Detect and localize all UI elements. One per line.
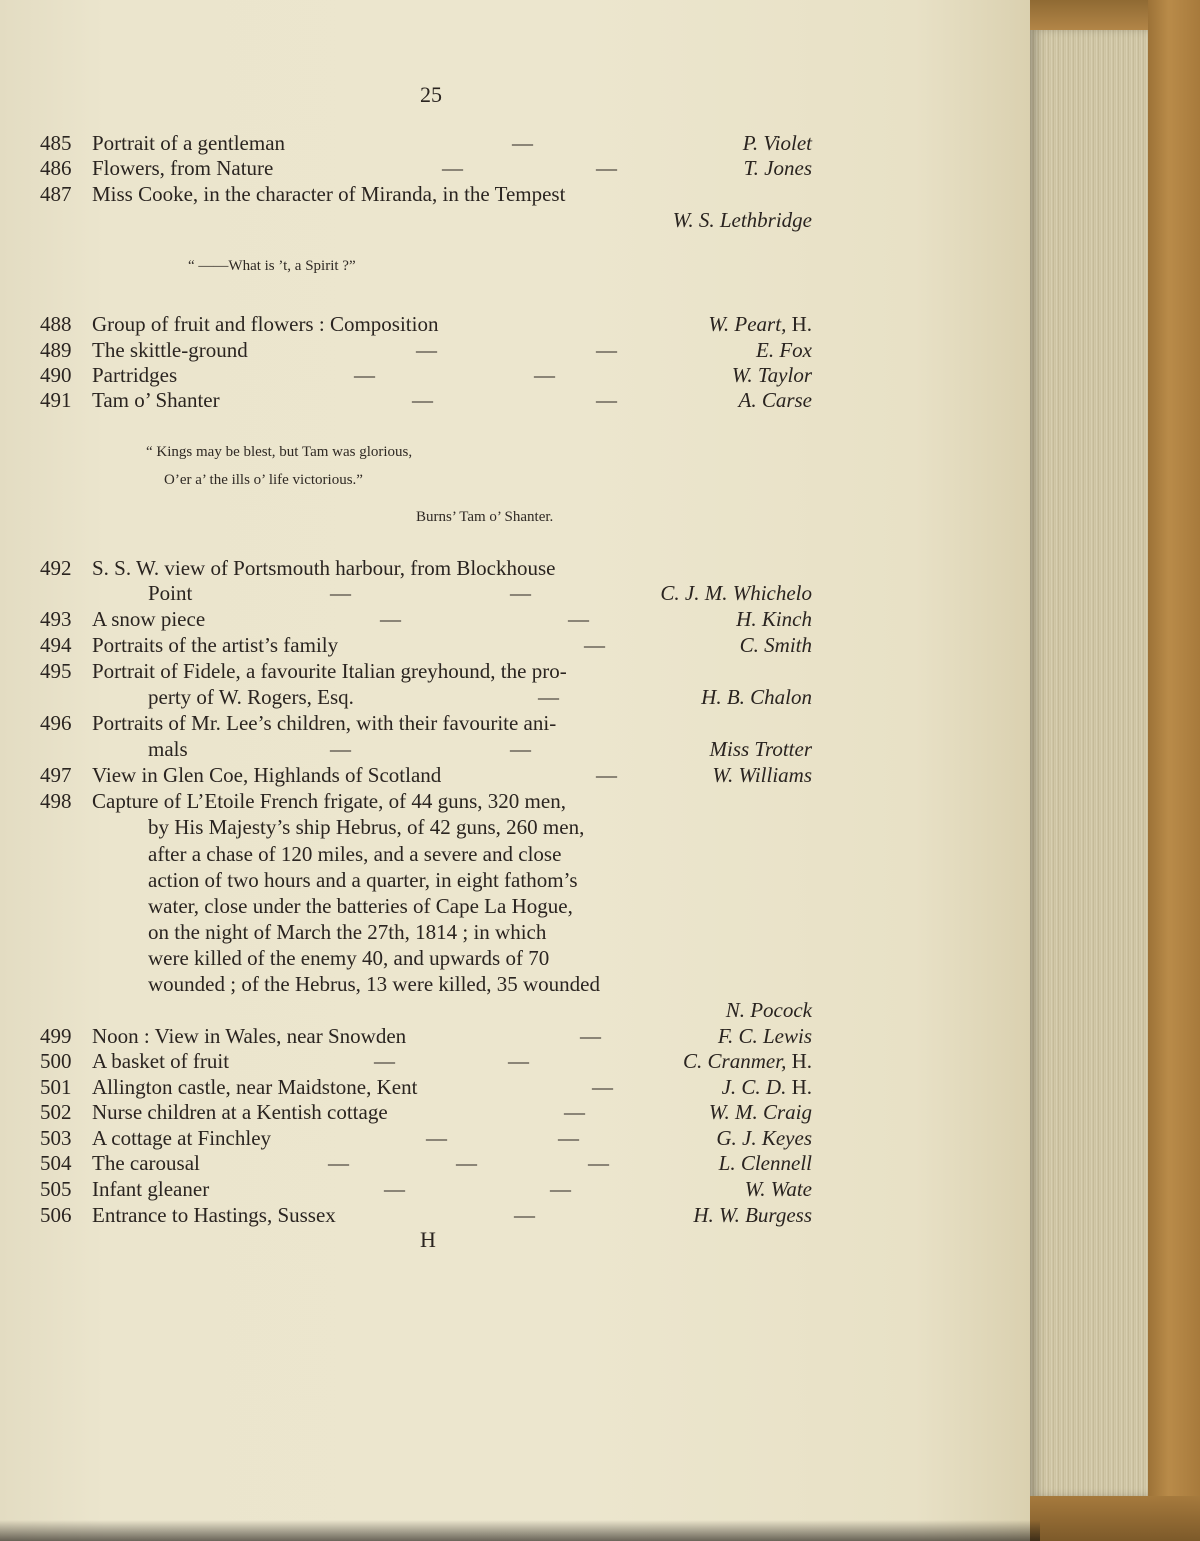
entry-artist: G. J. Keyes <box>716 1126 812 1150</box>
catalogue-entry-continuation <box>40 736 812 762</box>
em-dash: — <box>442 156 463 180</box>
entry-title-continuation: action of two hours and a quarter, in eight fathom’s <box>148 868 578 892</box>
entry-title-continuation: were killed of the enemy 40, and upwards of 70 <box>148 946 550 970</box>
catalogue-entry <box>40 337 812 363</box>
entry-title-continuation: water, close under the batteries of Cape La Hogue, <box>148 894 573 918</box>
catalogue-entry <box>40 387 812 413</box>
entry-title: Partridges <box>92 363 178 387</box>
em-dash: — <box>456 1151 477 1175</box>
catalogue-entry-continuation <box>40 684 812 710</box>
entry-number: 505 <box>40 1177 72 1201</box>
em-dash: — <box>514 1203 535 1227</box>
entry-artist: W. M. Craig <box>708 1100 812 1124</box>
catalogue-entry <box>40 555 812 581</box>
entry-artist: W. Peart, H. <box>708 312 812 336</box>
quotation-line: “ Kings may be blest, but Tam was glorious, <box>146 444 413 460</box>
entry-number: 496 <box>40 711 72 735</box>
em-dash: — <box>328 1151 349 1175</box>
em-dash: — <box>426 1126 447 1150</box>
entry-number: 497 <box>40 763 72 787</box>
book-cover-board <box>1148 0 1200 1541</box>
catalogue-entry <box>40 762 812 788</box>
entry-artist: C. Cranmer, H. <box>683 1049 812 1073</box>
catalogue-entry <box>40 181 812 207</box>
catalogue-entry <box>40 1048 812 1074</box>
entry-title-continuation: perty of W. Rogers, Esq. <box>148 685 354 709</box>
entry-title: Group of fruit and flowers : Composition <box>92 312 439 336</box>
entry-number: 498 <box>40 789 72 813</box>
quotation: “ ——What is ’t, a Spirit ?” <box>188 258 356 274</box>
entry-title: Noon : View in Wales, near Snowden <box>92 1024 407 1048</box>
entry-number: 487 <box>40 182 72 206</box>
catalogue-entry <box>40 1150 812 1176</box>
entry-title-continuation: on the night of March the 27th, 1814 ; in which <box>148 920 547 944</box>
catalogue-entry <box>40 632 812 658</box>
entry-artist: C. J. M. Whichelo <box>660 581 812 605</box>
entry-artist: N. Pocock <box>725 998 812 1022</box>
entry-artist: C. Smith <box>739 633 812 657</box>
catalogue-entry <box>40 1176 812 1202</box>
entry-artist: W. S. Lethbridge <box>672 208 812 232</box>
em-dash: — <box>508 1049 529 1073</box>
entry-number: 503 <box>40 1126 72 1150</box>
entry-artist: F. C. Lewis <box>717 1024 812 1048</box>
entry-number: 500 <box>40 1049 72 1073</box>
catalogue-entry <box>40 1099 812 1125</box>
catalogue-entry <box>40 710 812 736</box>
em-dash: — <box>596 388 617 412</box>
entry-artist: W. Wate <box>744 1177 812 1201</box>
em-dash: — <box>538 685 559 709</box>
entry-artist: P. Violet <box>742 131 812 155</box>
em-dash: — <box>596 763 617 787</box>
catalogue-entry <box>40 155 812 181</box>
entry-artist: T. Jones <box>743 156 812 180</box>
entry-title: Allington castle, near Maidstone, Kent <box>92 1075 418 1099</box>
catalogue-entry <box>40 788 812 814</box>
entry-number: 485 <box>40 131 72 155</box>
entry-number: 504 <box>40 1151 72 1175</box>
em-dash: — <box>416 338 437 362</box>
entry-title: A basket of fruit <box>92 1049 230 1073</box>
entry-title: S. S. W. view of Portsmouth harbour, from Blockhouse <box>92 556 556 580</box>
entry-number: 490 <box>40 363 72 387</box>
em-dash: — <box>354 363 375 387</box>
entry-number: 486 <box>40 156 72 180</box>
em-dash: — <box>588 1151 609 1175</box>
page-edges <box>1030 28 1152 1498</box>
page-number: 25 <box>420 82 442 107</box>
em-dash: — <box>534 363 555 387</box>
entry-number: 493 <box>40 607 72 631</box>
catalogue-entry <box>40 362 812 388</box>
entry-title: Miss Cooke, in the character of Miranda, in the Tempest <box>92 182 566 206</box>
em-dash: — <box>374 1049 395 1073</box>
catalogue-entry <box>40 1202 812 1228</box>
em-dash: — <box>584 633 605 657</box>
em-dash: — <box>412 388 433 412</box>
em-dash: — <box>564 1100 585 1124</box>
entry-title: A cottage at Finchley <box>92 1126 272 1150</box>
entry-title: Nurse children at a Kentish cottage <box>92 1100 388 1124</box>
entry-title: Flowers, from Nature <box>92 156 274 180</box>
entry-title-continuation: Point <box>148 581 193 605</box>
entry-title: Entrance to Hastings, Sussex <box>92 1203 336 1227</box>
catalogue-entry <box>40 1074 812 1100</box>
entry-title: Tam o’ Shanter <box>92 388 220 412</box>
em-dash: — <box>510 737 531 761</box>
entry-number: 499 <box>40 1024 72 1048</box>
entry-title: A snow piece <box>92 607 206 631</box>
entry-artist: H. W. Burgess <box>693 1203 812 1227</box>
entry-artist: J. C. D. H. <box>721 1075 812 1099</box>
entry-number: 488 <box>40 312 72 336</box>
entry-title: The carousal <box>92 1151 200 1175</box>
em-dash: — <box>512 131 533 155</box>
catalogue-entry-continuation <box>40 207 812 233</box>
em-dash: — <box>510 581 531 605</box>
entry-title-continuation: mals <box>148 737 188 761</box>
entry-number: 501 <box>40 1075 72 1099</box>
em-dash: — <box>330 581 351 605</box>
entry-title: Capture of L’Etoile French frigate, of 44 guns, 320 men, <box>92 789 566 813</box>
entry-title: Portraits of the artist’s family <box>92 633 339 657</box>
entry-artist: E. Fox <box>756 338 812 362</box>
entry-number: 506 <box>40 1203 72 1227</box>
catalogue-entry-continuation <box>40 997 812 1023</box>
em-dash: — <box>330 737 351 761</box>
em-dash: — <box>550 1177 571 1201</box>
em-dash: — <box>384 1177 405 1201</box>
catalogue-entry-continuation <box>40 580 812 606</box>
entry-artist: H. B. Chalon <box>701 685 812 709</box>
bottom-shadow <box>0 1520 1040 1541</box>
entry-artist: Miss Trotter <box>709 737 812 761</box>
entry-title: Portrait of Fidele, a favourite Italian greyhound, the pro- <box>92 659 567 683</box>
catalogue-entry <box>40 606 812 632</box>
em-dash: — <box>380 607 401 631</box>
entry-title-continuation: wounded ; of the Hebrus, 13 were killed, 35 wounded <box>148 972 600 996</box>
entry-artist: W. Taylor <box>731 363 812 387</box>
entry-number: 495 <box>40 659 72 683</box>
em-dash: — <box>592 1075 613 1099</box>
entry-artist: H. Kinch <box>736 607 812 631</box>
entry-artist: W. Williams <box>712 763 812 787</box>
signature-mark: H <box>420 1227 436 1252</box>
catalogue-entry <box>40 658 812 684</box>
entry-title: View in Glen Coe, Highlands of Scotland <box>92 763 442 787</box>
catalogue-entry <box>40 311 812 337</box>
entry-title: The skittle-ground <box>92 338 248 362</box>
entry-number: 494 <box>40 633 72 657</box>
em-dash: — <box>568 607 589 631</box>
entry-number: 489 <box>40 338 72 362</box>
em-dash: — <box>558 1126 579 1150</box>
catalogue-entry <box>40 130 812 156</box>
entry-number: 492 <box>40 556 72 580</box>
entry-number: 491 <box>40 388 72 412</box>
entry-title: Portraits of Mr. Lee’s children, with their favourite ani- <box>92 711 557 735</box>
entry-title: Portrait of a gentleman <box>92 131 286 155</box>
entry-title-continuation: after a chase of 120 miles, and a severe and close <box>148 842 562 866</box>
em-dash: — <box>596 338 617 362</box>
catalogue-entry <box>40 1023 812 1049</box>
entry-artist: L. Clennell <box>718 1151 812 1175</box>
quotation-line: O’er a’ the ills o’ life victorious.” <box>164 472 363 488</box>
em-dash: — <box>596 156 617 180</box>
catalogue-entry <box>40 1125 812 1151</box>
book-cover-bottom <box>1030 1496 1200 1541</box>
em-dash: — <box>580 1024 601 1048</box>
entry-title: Infant gleaner <box>92 1177 210 1201</box>
entry-number: 502 <box>40 1100 72 1124</box>
entry-title-continuation: by His Majesty’s ship Hebrus, of 42 guns, 260 men, <box>148 815 585 839</box>
quotation-source: Burns’ Tam o’ Shanter. <box>416 509 554 525</box>
entry-artist: A. Carse <box>738 388 812 412</box>
